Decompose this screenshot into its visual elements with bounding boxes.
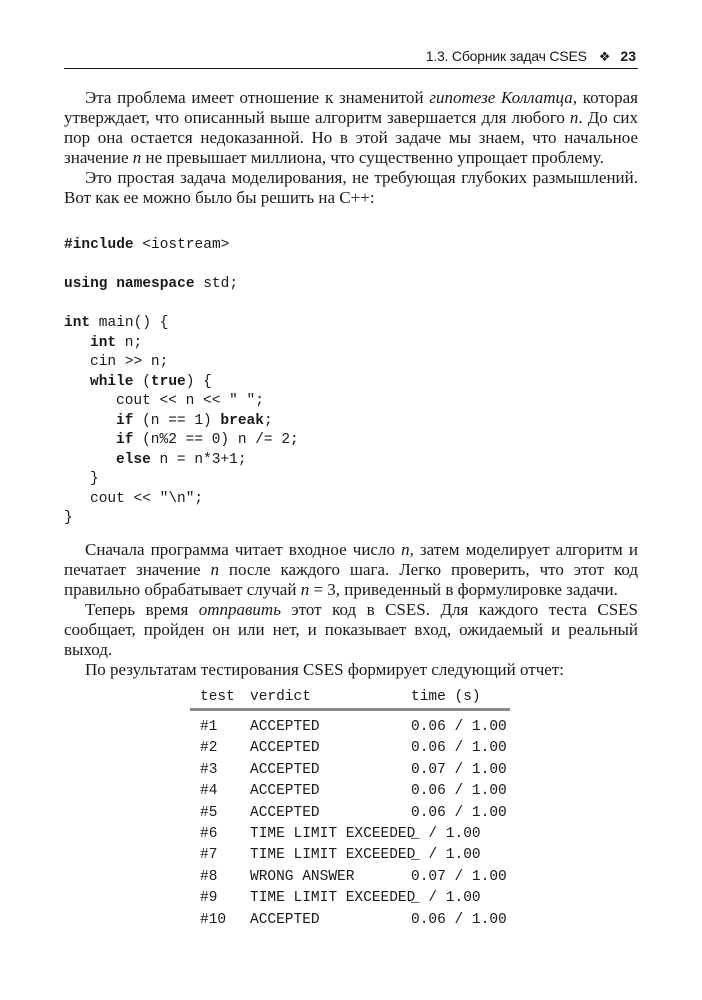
- code-line: [64, 256, 638, 276]
- code-line: if (n == 1) break;: [116, 412, 273, 429]
- code-line: cout << "\n";: [90, 490, 204, 507]
- test-id: #2: [200, 740, 218, 757]
- code-line: cin >> n;: [90, 354, 169, 370]
- verdict: ACCEPTED: [250, 911, 320, 928]
- code-line: [64, 295, 638, 315]
- time: 0.07 / 1.00: [411, 761, 507, 778]
- test-id: #7: [200, 847, 218, 864]
- verdict: ACCEPTED: [250, 783, 320, 800]
- verdict: TIME LIMIT EXCEEDED: [250, 847, 416, 864]
- header-time: time (s): [411, 689, 481, 705]
- verdict: ACCEPTED: [250, 761, 320, 778]
- test-id: #1: [200, 719, 218, 735]
- code-line: }: [90, 471, 99, 487]
- report-header-row: [190, 686, 510, 711]
- explanation-text: [64, 540, 638, 680]
- verdict: ACCEPTED: [250, 719, 320, 735]
- report-row: [190, 760, 510, 781]
- test-id: #5: [200, 804, 218, 821]
- test-id: #4: [200, 783, 218, 800]
- test-report-table: [190, 686, 510, 931]
- time: _ / 1.00: [411, 890, 481, 907]
- code-line: }: [64, 510, 73, 526]
- paragraph-program: Сначала программа читает входное число n, затем моделирует алгоритм и печатает значение n после каждого шага. Легко проверить, что этот код правильно обрабатывает случай n = 3, приведенный в формулировке задачи.: [64, 540, 639, 599]
- verdict: TIME LIMIT EXCEEDED: [250, 890, 416, 907]
- verdict: ACCEPTED: [250, 804, 320, 821]
- collatz-term: гипотезе Коллатца: [429, 88, 573, 107]
- report-row: [190, 845, 510, 866]
- code-line: while (true) {: [90, 373, 212, 390]
- section-title: 1.3. Сборник задач CSES: [425, 48, 587, 64]
- time: 0.06 / 1.00: [411, 740, 507, 757]
- code-line: #include <iostream>: [64, 237, 230, 253]
- code-line: int main() {: [64, 315, 169, 331]
- report-row: [190, 781, 510, 802]
- verdict: TIME LIMIT EXCEEDED: [250, 825, 416, 842]
- test-id: #6: [200, 825, 218, 842]
- header-verdict: verdict: [250, 689, 311, 705]
- report-row: [190, 824, 510, 845]
- running-header-right: [426, 48, 636, 65]
- report-row: [190, 867, 510, 888]
- time: 0.06 / 1.00: [411, 804, 507, 821]
- report-row: [190, 910, 510, 931]
- test-id: #3: [200, 761, 218, 778]
- time: _ / 1.00: [411, 847, 481, 864]
- code-line: int n;: [90, 334, 143, 351]
- test-id: #9: [200, 890, 218, 907]
- time: 0.07 / 1.00: [411, 868, 507, 885]
- page-number: 23: [620, 48, 636, 64]
- header-test: test: [200, 689, 235, 705]
- report-row: [190, 717, 510, 738]
- test-id: #8: [200, 868, 218, 885]
- report-row: [190, 738, 510, 759]
- paragraph-submit: Теперь время отправить этот код в CSES. Для каждого теста CSES сообщает, пройден он или нет, и показывает вход, ожидаемый и реальный выход.: [64, 600, 638, 659]
- time: 0.06 / 1.00: [411, 911, 507, 928]
- code-line: using namespace std;: [64, 276, 239, 292]
- paragraph-simulation: Это простая задача моделирования, не требующая глубоких размышлений. Вот как ее можно было бы решить на C++:: [64, 168, 638, 207]
- time: 0.06 / 1.00: [411, 719, 507, 735]
- code-line: else n = n*3+1;: [116, 451, 247, 468]
- paragraph-report-intro: По результатам тестирования CSES формирует следующий отчет:: [85, 660, 564, 679]
- code-line: cout << n << " ";: [116, 393, 264, 409]
- code-line: if (n%2 == 0) n /= 2;: [116, 432, 299, 448]
- report-row: [190, 803, 510, 824]
- report-row: [190, 888, 510, 909]
- test-id: #10: [200, 911, 227, 928]
- running-header: [64, 44, 638, 69]
- submit-term: отправить: [198, 600, 281, 619]
- code-listing: [64, 236, 638, 529]
- time: 0.06 / 1.00: [411, 783, 507, 800]
- intro-text: [64, 88, 638, 208]
- paragraph-collatz: Эта проблема имеет отношение к знаменитой гипотезе Коллатца, которая утверждает, что описанный выше алгоритм завершается для любого n. До сих пор она остается недоказанной. Но в этой задаче мы знаем, что начальное значение n не превышает миллиона, что существенно упрощает проблему.: [64, 88, 638, 167]
- time: _ / 1.00: [411, 825, 481, 842]
- verdict: WRONG ANSWER: [250, 868, 355, 885]
- diamond-icon: ❖: [598, 49, 611, 64]
- verdict: ACCEPTED: [250, 740, 320, 757]
